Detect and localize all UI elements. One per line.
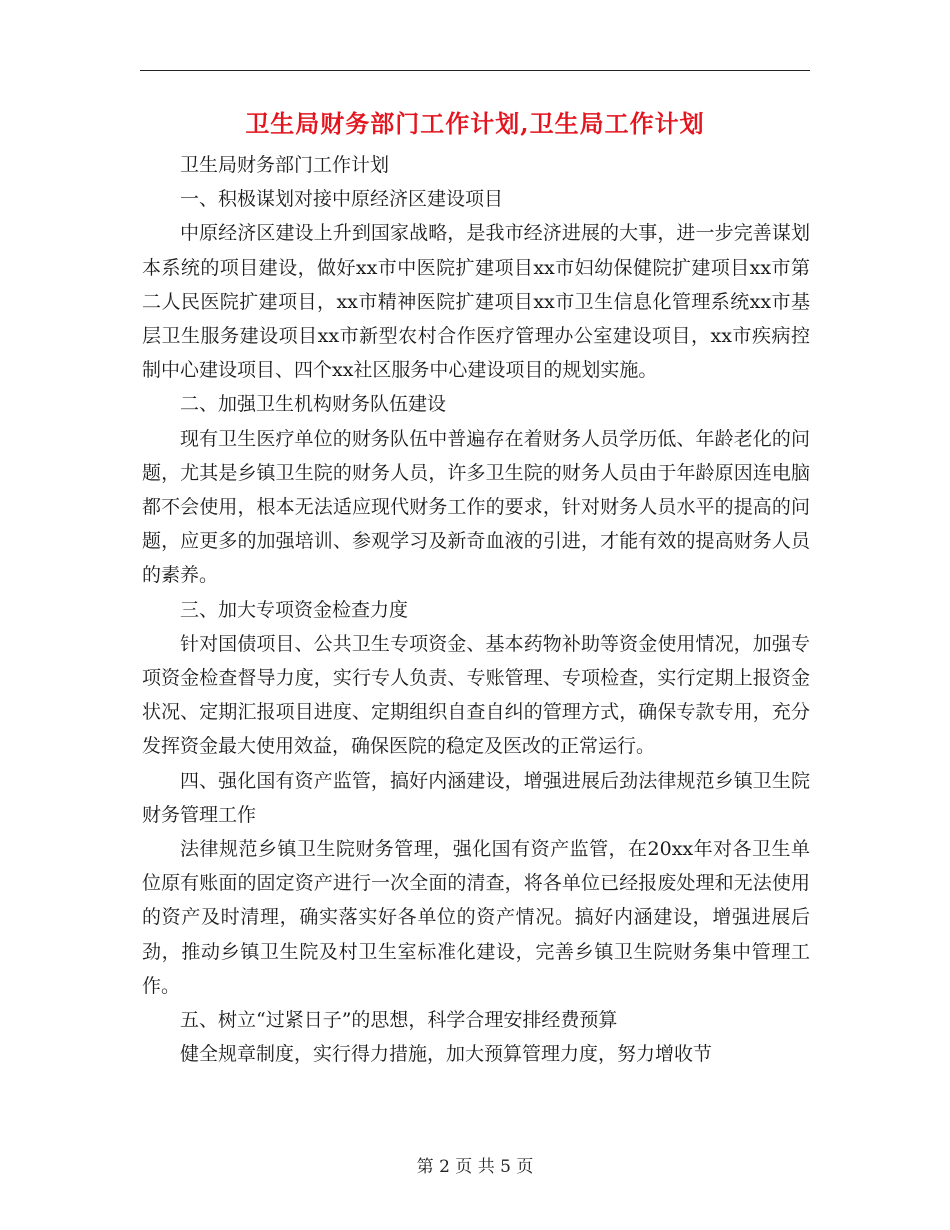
paragraph-subtitle: 卫生局财务部门工作计划 xyxy=(180,154,390,176)
section-heading-2: 二、加强卫生机构财务队伍建设 xyxy=(180,393,447,416)
paragraph-4: 法律规范乡镇卫生院财务管理，强化国有资产监管，在20xx年对各卫生单位原有账面的固定资产进行一次全面的清查，将各单位已经报废处理和无法使用的资产及时清理，确实落实好各单位的资产情况。搞好内涵建设，增强进展后劲，推动乡镇卫生院及村卫生室标准化建设，完善乡镇卫生院财务集中管理工作。 xyxy=(142,838,810,997)
document-body xyxy=(142,148,810,1071)
document-title: 卫生局财务部门工作计划,卫生局工作计划 xyxy=(245,109,705,138)
paragraph-3: 针对国债项目、公共卫生专项资金、基本药物补助等资金使用情况，加强专项资金检查督导力度，实行专人负责、专账管理、专项检查，实行定期上报资金状况、定期汇报项目进度、定期组织自查自纠的管理方式，确保专款专用，充分发挥资金最大使用效益，确保医院的稳定及医改的正常运行。 xyxy=(142,632,810,758)
paragraph-2: 现有卫生医疗单位的财务队伍中普遍存在着财务人员学历低、年龄老化的问题，尤其是乡镇卫生院的财务人员，许多卫生院的财务人员由于年龄原因连电脑都不会使用，根本无法适应现代财务工作的要求，针对财务人员水平的提高的问题，应更多的加强培训、参观学习及新奇血液的引进，才能有效的提高财务人员的素养。 xyxy=(142,427,810,587)
paragraph-5: 健全规章制度，实行得力措施，加大预算管理力度，努力增收节 xyxy=(180,1043,713,1066)
section-heading-5: 五、树立“过紧日子”的思想，科学合理安排经费预算 xyxy=(180,1009,618,1032)
section-heading-3: 三、加大专项资金检查力度 xyxy=(180,598,409,621)
section-heading-1: 一、积极谋划对接中原经济区建设项目 xyxy=(180,188,504,211)
paragraph-1: 中原经济区建设上升到国家战略，是我市经济进展的大事，进一步完善谋划本系统的项目建设，做好xx市中医院扩建项目xx市妇幼保健院扩建项目xx市第二人民医院扩建项目，xx市精神医院扩建项目xx市卫生信息化管理系统xx市基层卫生服务建设项目xx市新型农村合作医疗管理办公室建设项目，xx市疾病控制中心建设项目、四个xx社区服务中心建设项目的规划实施。 xyxy=(142,222,810,382)
header-rule xyxy=(140,70,810,71)
section-heading-4: 四、强化国有资产监管，搞好内涵建设，增强进展后劲法律规范乡镇卫生院财务管理工作 xyxy=(142,769,810,826)
page-number: 第 2 页 共 5 页 xyxy=(416,1157,534,1177)
